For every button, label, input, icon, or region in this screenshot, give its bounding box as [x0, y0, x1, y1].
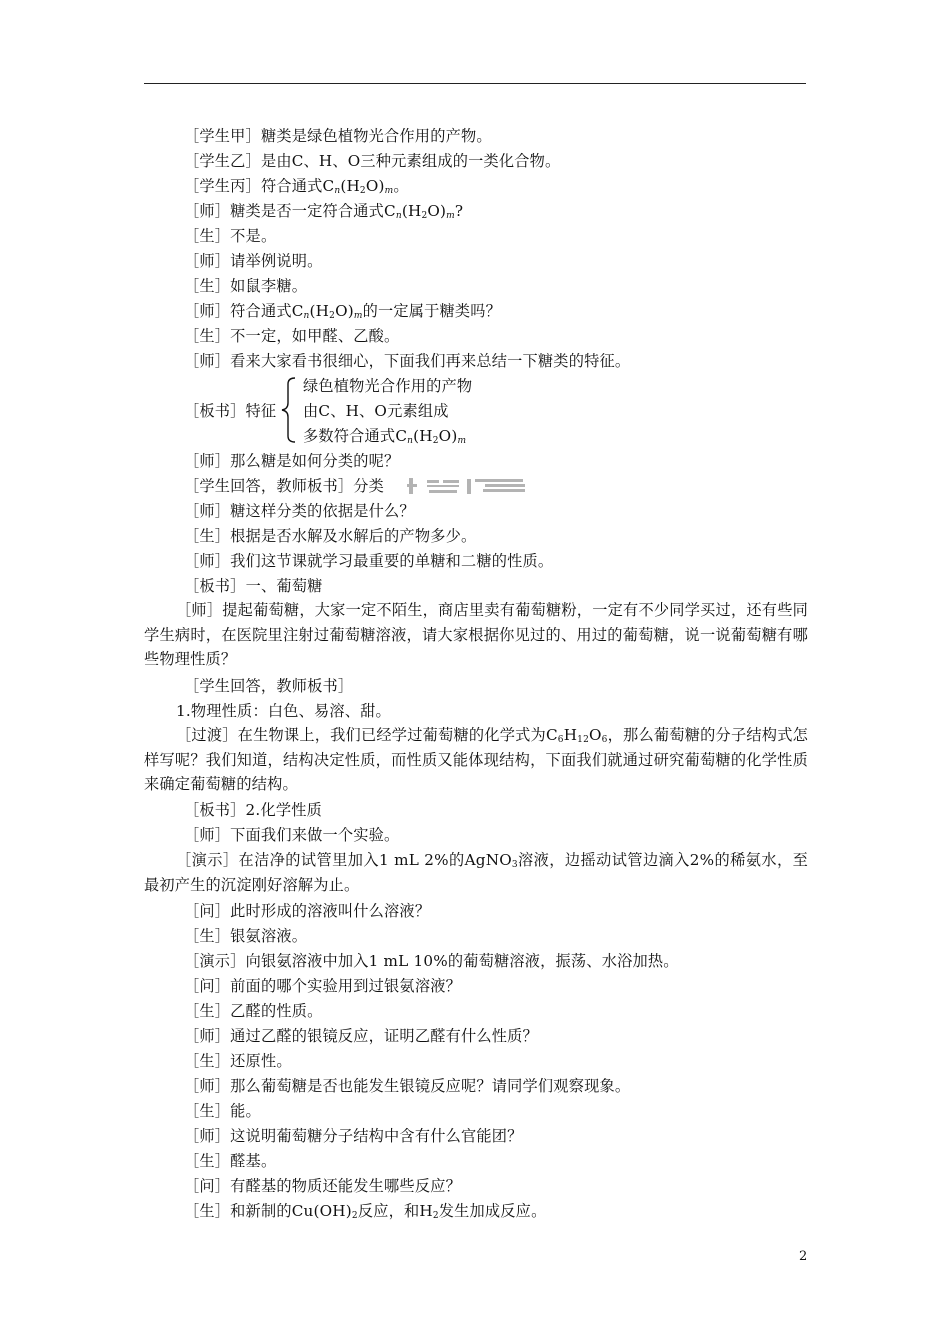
- dialogue-line: ［师］我们这节课就学习最重要的单糖和二糖的性质。: [184, 552, 554, 570]
- dialogue-line: ［师］请举例说明。: [184, 252, 323, 270]
- dialogue-line: ［师］那么葡萄糖是否也能发生银镜反应呢？请同学们观察现象。: [184, 1077, 631, 1095]
- dialogue-line: ［师］通过乙醛的银镜反应，证明乙醛有什么性质？: [184, 1027, 538, 1045]
- feature-item: 由C、H、O元素组成: [303, 402, 449, 420]
- paragraph-glucose: ［师］提起葡萄糖，大家一定不陌生，商店里卖有葡萄糖粉，一定有不少同学买过，还有些同学生病时，在医院里注射过葡萄糖溶液，请大家根据你见过的、用过的葡萄糖，说一说葡萄糖有哪些物理性质？: [144, 601, 808, 668]
- formula-text: 符合通式$C_n(H_2O)_m$的一定属于糖类吗？: [230, 302, 502, 321]
- dialogue-line: ［生］银氨溶液。: [184, 927, 308, 945]
- dialogue-line: ［问］前面的哪个实验用到过银氨溶液？: [184, 977, 461, 995]
- teacher-experiment: ［师］下面我们来做一个实验。: [184, 826, 400, 844]
- page-number: 2: [799, 1249, 808, 1264]
- dialogue-line: ［师］这说明葡萄糖分子结构中含有什么官能团？: [184, 1127, 523, 1145]
- dialogue-line: ［学生乙］是由C、H、O三种元素组成的一类化合物。: [184, 152, 561, 170]
- dialogue-line: ［学生甲］糖类是绿色植物光合作用的产物。: [184, 127, 492, 145]
- dialogue-line: ［问］有醛基的物质还能发生哪些反应？: [184, 1177, 461, 1195]
- dialogue-line: ［生］乙醛的性质。: [184, 1002, 323, 1020]
- dialogue-line: ［生］和新制的$Cu(OH)_2$反应，和$H_2$发生加成反应。: [184, 1202, 547, 1221]
- dialogue-line: ［师］那么糖是如何分类的呢？: [184, 452, 400, 470]
- dialogue-line: ［生］能。: [184, 1102, 261, 1120]
- header-rule: [144, 83, 806, 84]
- dialogue-line: ［师］糖类是否一定符合通式$C_n(H_2O)_m$?: [184, 202, 464, 221]
- dialogue-line: ［生］根据是否水解及水解后的产物多少。: [184, 527, 477, 545]
- dialogue-line: ［学生回答，教师板书］分类: [184, 477, 385, 495]
- classification-diagram-placeholder: [407, 475, 531, 497]
- formula-text: 糖类是否一定符合通式$C_n(H_2O)_m$?: [230, 202, 464, 221]
- dialogue-line: ［板书］一、葡萄糖: [184, 577, 323, 595]
- paragraph-transition: ［过渡］在生物课上，我们已经学过葡萄糖的化学式为$C_6H_{12}O_6$，那么葡萄糖的分子结构式怎样写呢？我们知道，结构决定性质，而性质又能体现结构，下面我们就通过研究葡萄糖的化学性质来确定葡萄糖的结构。: [144, 726, 808, 793]
- dialogue-line: ［问］此时形成的溶液叫什么溶液？: [184, 902, 431, 920]
- dialogue-line: ［学生丙］符合通式$C_n(H_2O)_m$。: [184, 177, 409, 196]
- physical-properties: 1.物理性质：白色、易溶、甜。: [176, 702, 391, 720]
- student-answer-label: ［学生回答，教师板书］: [184, 677, 354, 695]
- formula-text: 符合通式$C_n(H_2O)_m$。: [260, 177, 409, 196]
- dialogue-line: ［师］看来大家看书很细心，下面我们再来总结一下糖类的特征。: [184, 352, 631, 370]
- dialogue-line: ［生］如鼠李糖。: [184, 277, 308, 295]
- board-features-label: ［板书］特征: [184, 402, 277, 420]
- dialogue-line: ［师］符合通式$C_n(H_2O)_m$的一定属于糖类吗？: [184, 302, 502, 321]
- paragraph-demo: ［演示］在洁净的试管里加入1 mL 2%的AgNO$_3$溶液，边摇动试管边滴入2%的稀氨水，至最初产生的沉淀刚好溶解为止。: [144, 851, 808, 894]
- dialogue-line: ［师］糖这样分类的依据是什么？: [184, 502, 415, 520]
- dialogue-line: ［演示］向银氨溶液中加入1 mL 10%的葡萄糖溶液，振荡、水浴加热。: [184, 952, 679, 970]
- dialogue-line: ［生］醛基。: [184, 1152, 277, 1170]
- board-chemical-properties: ［板书］2.化学性质: [184, 801, 322, 819]
- dialogue-line: ［生］还原性。: [184, 1052, 292, 1070]
- dialogue-line: ［生］不是。: [184, 227, 277, 245]
- curly-brace-icon: [279, 376, 303, 444]
- dialogue-line: ［生］不一定，如甲醛、乙酸。: [184, 327, 400, 345]
- feature-item: 多数符合通式$C_n(H_2O)_m$: [303, 427, 467, 446]
- feature-item: 绿色植物光合作用的产物: [303, 377, 473, 395]
